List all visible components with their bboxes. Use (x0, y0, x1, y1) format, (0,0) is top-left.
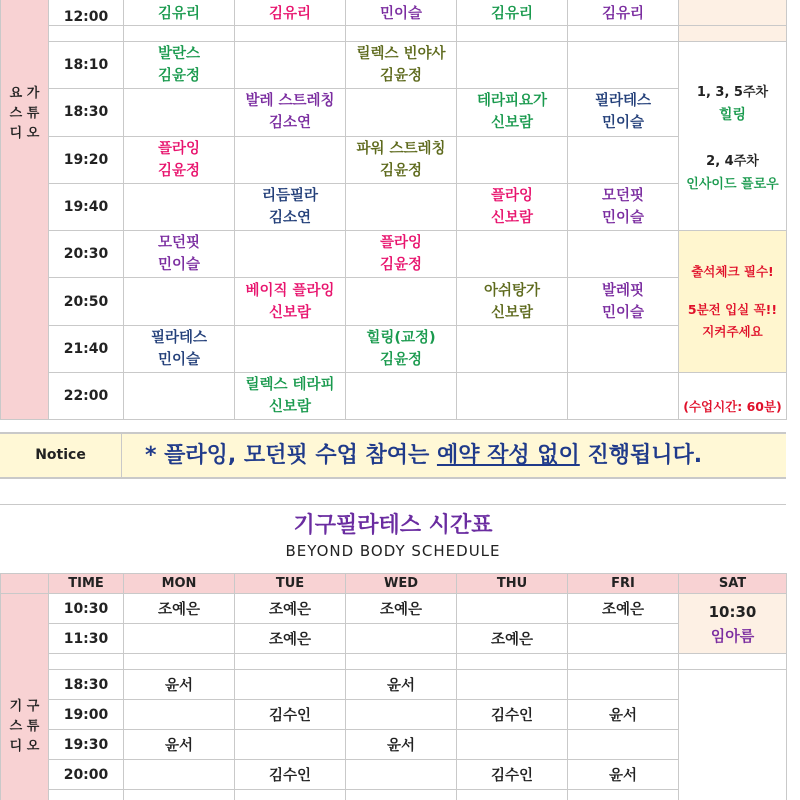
time-cell: 10:30 (49, 594, 124, 624)
class-name: 플라잉 (157, 140, 201, 157)
notice-text (145, 434, 702, 477)
sat-evening-cell (679, 670, 787, 800)
notice-text-before: * 플라잉, 모던핏 수업 참여는 (145, 443, 437, 468)
duration-note: (수업시간: 60분) (683, 399, 782, 415)
instructor-cell: 조예은 (235, 624, 346, 654)
class-name: 힐링(교정) (366, 329, 436, 346)
time-cell: 19:20 (49, 136, 124, 183)
class-cell (457, 278, 568, 325)
instructor-cell: 조예은 (346, 594, 457, 624)
time-cell: 12:00 (49, 0, 124, 26)
gap-cell (346, 26, 457, 42)
reformer-schedule-table (0, 573, 787, 800)
instructor-cell (346, 624, 457, 654)
class-entry (568, 90, 678, 134)
class-entry (235, 374, 345, 418)
class-entry (568, 185, 678, 229)
class-name: 리듬필라 (261, 188, 319, 205)
instructor-name: 김유리 (490, 6, 534, 22)
class-cell (568, 373, 679, 420)
class-cell (568, 42, 679, 89)
instructor-name: 신보람 (268, 304, 312, 321)
class-cell (457, 373, 568, 420)
class-cell (568, 183, 679, 230)
instructor-cell (235, 790, 346, 800)
attendance-note: 출석체크 필수! (691, 263, 774, 279)
gap-cell (457, 26, 568, 42)
class-cell (346, 0, 457, 26)
instructor-cell: 조예은 (235, 594, 346, 624)
class-name: 릴렉스 테라피 (245, 377, 335, 394)
instructor-name: 김소연 (268, 210, 312, 227)
class-entry (457, 280, 567, 324)
class-cell (124, 42, 235, 89)
class-cell (457, 136, 568, 183)
instructor-cell: 윤서 (346, 670, 457, 700)
instructor-cell (346, 790, 457, 800)
class-cell (235, 42, 346, 89)
instructor-cell (457, 730, 568, 760)
reformer-side-label (1, 594, 49, 800)
class-entry (457, 185, 567, 229)
instructor-name: 김유리 (268, 6, 312, 22)
class-entry (124, 43, 234, 87)
schedule-row (1, 183, 787, 230)
instructor-cell (124, 624, 235, 654)
instructor-name: 신보람 (490, 115, 534, 132)
keep-note: 지켜주세요 (702, 323, 763, 339)
time-cell: 22:00 (49, 373, 124, 420)
schedule-row (1, 373, 787, 420)
class-name: 플라잉 (379, 235, 423, 252)
gap-cell (235, 654, 346, 670)
sat-inside-flow: 인사이드 플로우 (686, 176, 779, 192)
schedule-row (1, 136, 787, 183)
reformer-row (1, 700, 787, 730)
header-mon: MON (124, 574, 235, 594)
header-sat: SAT (679, 574, 787, 594)
class-cell (124, 278, 235, 325)
gap-cell (49, 26, 124, 42)
header-time: TIME (49, 574, 124, 594)
class-entry (457, 90, 567, 134)
sat-attendance-cell (679, 231, 787, 373)
class-cell (124, 231, 235, 278)
sat-morning-time: 10:30 (708, 602, 757, 621)
class-cell (457, 325, 568, 372)
gap-cell (346, 654, 457, 670)
class-name: 필라테스 (594, 93, 652, 110)
class-cell (346, 89, 457, 136)
notice-bar (0, 432, 786, 479)
class-name: 모던핏 (601, 188, 645, 205)
gap-row (1, 26, 787, 42)
class-name: 발란스 (157, 46, 201, 63)
class-cell (346, 136, 457, 183)
class-cell (457, 42, 568, 89)
class-name: 발레핏 (601, 282, 645, 299)
instructor-cell: 윤서 (568, 700, 679, 730)
reformer-row (1, 790, 787, 800)
class-entry (235, 280, 345, 324)
notice-label: Notice (0, 434, 122, 477)
instructor-name: 민이슬 (379, 6, 423, 22)
gap-cell (457, 654, 568, 670)
class-cell (568, 325, 679, 372)
gap-cell (235, 26, 346, 42)
time-cell: 19:30 (49, 730, 124, 760)
class-cell (235, 231, 346, 278)
gap-row (1, 654, 787, 670)
instructor-cell (124, 760, 235, 790)
instructor-cell: 조예은 (568, 594, 679, 624)
class-cell (457, 183, 568, 230)
schedule-row (1, 0, 787, 26)
sat-healing: 힐링 (718, 106, 747, 123)
class-cell (568, 231, 679, 278)
class-entry (124, 232, 234, 276)
instructor-cell: 윤서 (346, 730, 457, 760)
class-entry (235, 90, 345, 134)
instructor-name: 민이슬 (157, 257, 201, 274)
instructor-name: 민이슬 (601, 115, 645, 132)
instructor-cell (124, 700, 235, 730)
class-cell (346, 373, 457, 420)
reformer-row (1, 624, 787, 654)
instructor-name: 김윤정 (379, 351, 423, 368)
instructor-cell (346, 760, 457, 790)
class-entry (124, 138, 234, 182)
class-cell (235, 0, 346, 26)
class-name: 발레 스트레칭 (245, 93, 335, 110)
class-entry (235, 185, 345, 229)
class-name: 릴렉스 빈야사 (356, 46, 446, 63)
instructor-cell (568, 624, 679, 654)
notice-text-after: 진행됩니다. (579, 443, 703, 468)
notice-text-underlined: 예약 작성 없이 (436, 443, 580, 468)
instructor-name: 신보람 (490, 304, 534, 321)
instructor-name: 김윤정 (379, 162, 423, 179)
class-cell (457, 231, 568, 278)
time-cell: 20:00 (49, 760, 124, 790)
class-cell (124, 136, 235, 183)
arrive-note: 5분전 입실 꼭!! (687, 301, 778, 317)
gap-cell (568, 26, 679, 42)
header-wed: WED (346, 574, 457, 594)
instructor-cell (568, 790, 679, 800)
time-cell: 19:40 (49, 183, 124, 230)
instructor-cell (235, 730, 346, 760)
time-cell: 20:30 (49, 231, 124, 278)
reformer-row (1, 730, 787, 760)
class-name: 아쉬탕가 (483, 282, 541, 299)
class-entry (346, 232, 456, 276)
instructor-name: 민이슬 (157, 351, 201, 368)
gap-cell (49, 654, 124, 670)
reformer-subtitle: BEYOND BODY SCHEDULE (285, 542, 501, 560)
instructor-name: 김윤정 (157, 68, 201, 85)
sat-morning-name: 임아름 (710, 626, 755, 645)
class-cell (124, 0, 235, 26)
sat-weeks-135: 1, 3, 5주차 (696, 84, 769, 100)
header-blank (1, 574, 49, 594)
instructor-cell: 김수인 (457, 760, 568, 790)
sat-duration-cell (679, 373, 787, 420)
instructor-name: 김소연 (268, 115, 312, 132)
class-name: 베이직 플라잉 (245, 282, 335, 299)
class-entry (568, 280, 678, 324)
class-cell (346, 231, 457, 278)
time-cell: 11:30 (49, 624, 124, 654)
instructor-cell (346, 700, 457, 730)
header-tue: TUE (235, 574, 346, 594)
class-cell (457, 89, 568, 136)
instructor-cell (235, 670, 346, 700)
instructor-cell: 김수인 (457, 700, 568, 730)
instructor-cell: 김수인 (235, 700, 346, 730)
sat-cell-top (679, 0, 787, 26)
class-cell (235, 89, 346, 136)
time-cell: 18:30 (49, 670, 124, 700)
schedule-row (1, 42, 787, 89)
class-cell (568, 89, 679, 136)
instructor-name: 민이슬 (601, 304, 645, 321)
class-cell (235, 278, 346, 325)
instructor-name: 김유리 (601, 6, 645, 22)
studio-side-label (1, 0, 49, 420)
class-entry (346, 327, 456, 371)
instructor-name: 민이슬 (601, 210, 645, 227)
schedule-row (1, 89, 787, 136)
instructor-cell: 조예은 (457, 624, 568, 654)
time-cell: 20:50 (49, 278, 124, 325)
reformer-row (1, 670, 787, 700)
time-cell: 21:40 (49, 325, 124, 372)
instructor-cell: 윤서 (568, 760, 679, 790)
class-entry (346, 138, 456, 182)
instructor-cell: 김수인 (235, 760, 346, 790)
class-cell (568, 136, 679, 183)
instructor-name: 김윤정 (157, 162, 201, 179)
instructor-cell (568, 730, 679, 760)
time-cell: 19:00 (49, 700, 124, 730)
reformer-title: 기구필라테스 시간표 (293, 513, 493, 538)
gap-cell (679, 654, 787, 670)
instructor-cell (568, 670, 679, 700)
class-name: 테라피요가 (476, 93, 548, 110)
instructor-cell (457, 790, 568, 800)
gap-cell (124, 654, 235, 670)
schedule-row (1, 231, 787, 278)
instructor-cell (49, 790, 124, 800)
class-cell (235, 136, 346, 183)
reformer-side-text: 기 구 스 튜 디 오 (9, 698, 40, 754)
class-cell (346, 42, 457, 89)
instructor-cell (124, 790, 235, 800)
reformer-row (1, 760, 787, 790)
instructor-name: 신보람 (490, 210, 534, 227)
class-cell (235, 325, 346, 372)
class-cell (235, 373, 346, 420)
class-cell (124, 89, 235, 136)
instructor-cell: 조예은 (124, 594, 235, 624)
header-fri: FRI (568, 574, 679, 594)
class-cell (346, 325, 457, 372)
gap-cell (679, 26, 787, 42)
instructor-cell: 윤서 (124, 670, 235, 700)
studio-side-text: 요 가 스 튜 디 오 (9, 85, 40, 141)
sat-weeks-24: 2, 4주차 (706, 153, 759, 169)
class-cell (124, 183, 235, 230)
class-cell (124, 373, 235, 420)
time-cell: 18:30 (49, 89, 124, 136)
class-cell (457, 0, 568, 26)
instructor-name: 김유리 (157, 6, 201, 22)
class-name: 파워 스트레칭 (356, 140, 446, 157)
class-name: 필라테스 (150, 329, 208, 346)
instructor-name: 신보람 (268, 399, 312, 416)
class-entry (346, 43, 456, 87)
class-name: 모던핏 (157, 235, 201, 252)
header-thu: THU (457, 574, 568, 594)
class-cell (124, 325, 235, 372)
class-entry (124, 327, 234, 371)
sat-morning-cell (679, 594, 787, 654)
gap-cell (124, 26, 235, 42)
class-cell (346, 278, 457, 325)
schedule-row (1, 325, 787, 372)
reformer-row (1, 594, 787, 624)
schedule-row (1, 278, 787, 325)
instructor-cell (457, 594, 568, 624)
gap-cell (568, 654, 679, 670)
instructor-cell (457, 670, 568, 700)
time-cell: 18:10 (49, 42, 124, 89)
section-divider (0, 504, 786, 505)
instructor-name: 김윤정 (379, 68, 423, 85)
instructor-name: 김윤정 (379, 257, 423, 274)
class-cell (568, 0, 679, 26)
instructor-cell: 윤서 (124, 730, 235, 760)
class-cell (235, 183, 346, 230)
sat-notes-cell (679, 42, 787, 231)
class-cell (568, 278, 679, 325)
class-name: 플라잉 (490, 188, 534, 205)
class-cell (346, 183, 457, 230)
